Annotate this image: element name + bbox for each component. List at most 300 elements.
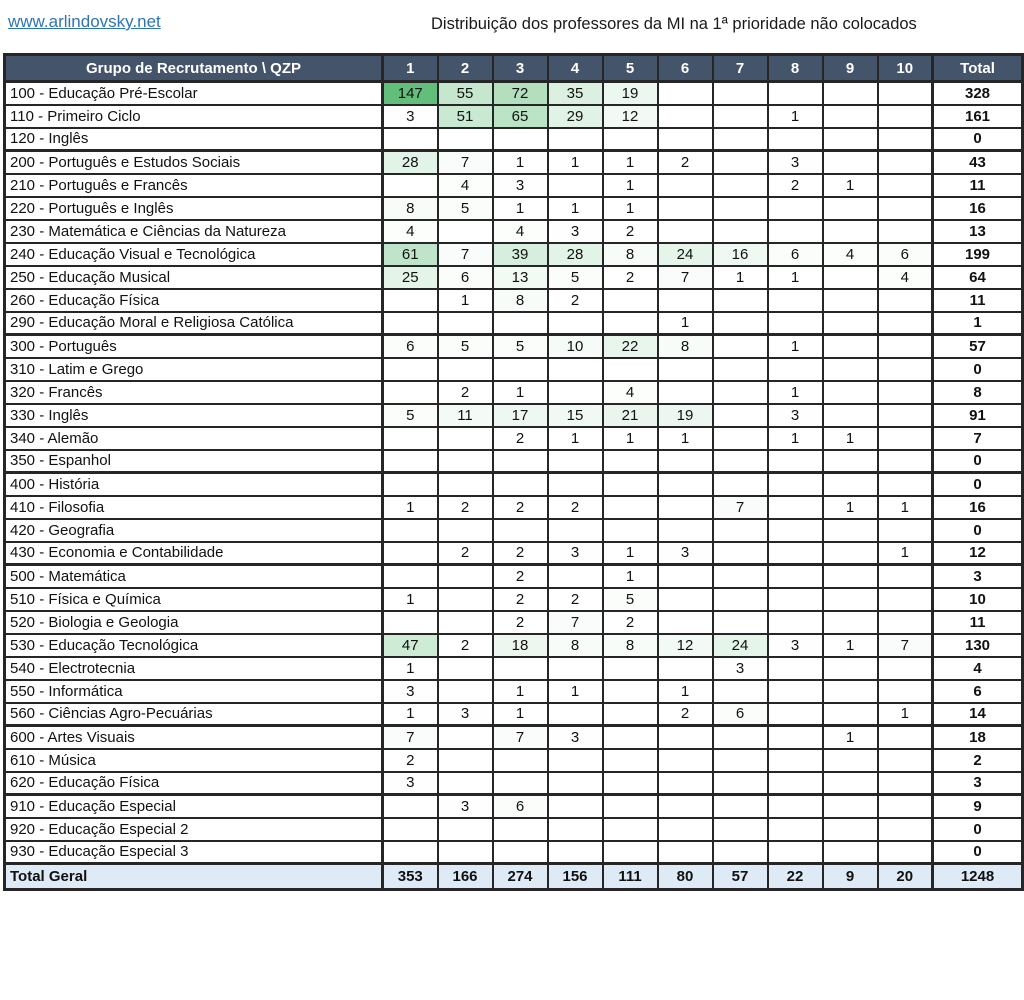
value-cell-qzp-7 xyxy=(713,450,768,473)
site-link[interactable]: www.arlindovsky.net xyxy=(8,12,161,31)
row-total: 9 xyxy=(933,795,1023,818)
value-cell-qzp-3: 7 xyxy=(493,726,548,749)
table-header-row xyxy=(5,55,1023,82)
value-cell-qzp-9 xyxy=(823,358,878,381)
value-cell-qzp-2 xyxy=(438,519,493,542)
row-group-name: 500 - Matemática xyxy=(5,565,383,588)
row-total: 328 xyxy=(933,82,1023,105)
value-cell-qzp-2: 7 xyxy=(438,243,493,266)
value-cell-qzp-10 xyxy=(878,749,933,772)
value-cell-qzp-7 xyxy=(713,105,768,128)
value-cell-qzp-4 xyxy=(548,818,603,841)
value-cell-qzp-1 xyxy=(383,450,438,473)
value-cell-qzp-8 xyxy=(768,450,823,473)
value-cell-qzp-4 xyxy=(548,312,603,335)
value-cell-qzp-9 xyxy=(823,289,878,312)
value-cell-qzp-6 xyxy=(658,519,713,542)
row-total: 3 xyxy=(933,772,1023,795)
value-cell-qzp-10 xyxy=(878,197,933,220)
value-cell-qzp-8 xyxy=(768,128,823,151)
value-cell-qzp-9 xyxy=(823,473,878,496)
value-cell-qzp-10 xyxy=(878,726,933,749)
table-row xyxy=(5,266,1023,289)
footer-value-qzp-5: 111 xyxy=(603,864,658,890)
value-cell-qzp-1: 1 xyxy=(383,703,438,726)
row-group-name: 320 - Francês xyxy=(5,381,383,404)
value-cell-qzp-4: 8 xyxy=(548,634,603,657)
value-cell-qzp-1 xyxy=(383,519,438,542)
row-total: 3 xyxy=(933,565,1023,588)
value-cell-qzp-2 xyxy=(438,450,493,473)
table-row xyxy=(5,289,1023,312)
value-cell-qzp-3 xyxy=(493,772,548,795)
table-row xyxy=(5,749,1023,772)
value-cell-qzp-8: 2 xyxy=(768,174,823,197)
row-total: 6 xyxy=(933,680,1023,703)
value-cell-qzp-1 xyxy=(383,174,438,197)
value-cell-qzp-5: 22 xyxy=(603,335,658,358)
value-cell-qzp-1: 61 xyxy=(383,243,438,266)
value-cell-qzp-10 xyxy=(878,450,933,473)
value-cell-qzp-5: 1 xyxy=(603,427,658,450)
value-cell-qzp-2: 6 xyxy=(438,266,493,289)
footer-value-qzp-7: 57 xyxy=(713,864,768,890)
value-cell-qzp-9: 1 xyxy=(823,174,878,197)
value-cell-qzp-2: 51 xyxy=(438,105,493,128)
value-cell-qzp-9 xyxy=(823,312,878,335)
value-cell-qzp-8: 3 xyxy=(768,151,823,174)
value-cell-qzp-3: 2 xyxy=(493,611,548,634)
table-row xyxy=(5,519,1023,542)
value-cell-qzp-6 xyxy=(658,841,713,864)
value-cell-qzp-8: 1 xyxy=(768,105,823,128)
value-cell-qzp-10 xyxy=(878,358,933,381)
footer-value-qzp-8: 22 xyxy=(768,864,823,890)
value-cell-qzp-6: 12 xyxy=(658,634,713,657)
value-cell-qzp-3: 1 xyxy=(493,680,548,703)
top-bar xyxy=(0,0,1024,53)
row-group-name: 260 - Educação Física xyxy=(5,289,383,312)
table-row xyxy=(5,197,1023,220)
footer-grand-total: 1248 xyxy=(933,864,1023,890)
value-cell-qzp-9: 1 xyxy=(823,634,878,657)
value-cell-qzp-8 xyxy=(768,657,823,680)
footer-value-qzp-9: 9 xyxy=(823,864,878,890)
value-cell-qzp-10 xyxy=(878,841,933,864)
value-cell-qzp-2 xyxy=(438,772,493,795)
footer-value-qzp-10: 20 xyxy=(878,864,933,890)
value-cell-qzp-4 xyxy=(548,749,603,772)
table-row xyxy=(5,473,1023,496)
value-cell-qzp-6: 3 xyxy=(658,542,713,565)
row-group-name: 310 - Latim e Grego xyxy=(5,358,383,381)
row-group-name: 300 - Português xyxy=(5,335,383,358)
value-cell-qzp-3: 65 xyxy=(493,105,548,128)
value-cell-qzp-5 xyxy=(603,841,658,864)
value-cell-qzp-1 xyxy=(383,128,438,151)
value-cell-qzp-6 xyxy=(658,473,713,496)
value-cell-qzp-10: 1 xyxy=(878,703,933,726)
value-cell-qzp-10 xyxy=(878,565,933,588)
row-group-name: 250 - Educação Musical xyxy=(5,266,383,289)
value-cell-qzp-7 xyxy=(713,427,768,450)
row-total: 18 xyxy=(933,726,1023,749)
value-cell-qzp-8 xyxy=(768,588,823,611)
value-cell-qzp-8: 1 xyxy=(768,266,823,289)
value-cell-qzp-5: 8 xyxy=(603,634,658,657)
value-cell-qzp-7 xyxy=(713,381,768,404)
value-cell-qzp-10 xyxy=(878,404,933,427)
value-cell-qzp-10 xyxy=(878,82,933,105)
value-cell-qzp-10 xyxy=(878,427,933,450)
table-row xyxy=(5,588,1023,611)
value-cell-qzp-8 xyxy=(768,197,823,220)
value-cell-qzp-5: 1 xyxy=(603,174,658,197)
value-cell-qzp-10 xyxy=(878,220,933,243)
value-cell-qzp-5 xyxy=(603,473,658,496)
value-cell-qzp-4: 28 xyxy=(548,243,603,266)
value-cell-qzp-10 xyxy=(878,473,933,496)
value-cell-qzp-4 xyxy=(548,795,603,818)
header-qzp-6: 6 xyxy=(658,55,713,82)
value-cell-qzp-3: 18 xyxy=(493,634,548,657)
value-cell-qzp-1 xyxy=(383,611,438,634)
row-total: 0 xyxy=(933,818,1023,841)
value-cell-qzp-3: 72 xyxy=(493,82,548,105)
value-cell-qzp-1: 8 xyxy=(383,197,438,220)
value-cell-qzp-10 xyxy=(878,795,933,818)
value-cell-qzp-1: 7 xyxy=(383,726,438,749)
value-cell-qzp-3: 5 xyxy=(493,335,548,358)
header-total-label: Total xyxy=(933,55,1023,82)
row-group-name: 510 - Física e Química xyxy=(5,588,383,611)
value-cell-qzp-2 xyxy=(438,680,493,703)
value-cell-qzp-1 xyxy=(383,473,438,496)
value-cell-qzp-3: 1 xyxy=(493,381,548,404)
value-cell-qzp-6 xyxy=(658,82,713,105)
value-cell-qzp-3: 4 xyxy=(493,220,548,243)
row-group-name: 620 - Educação Física xyxy=(5,772,383,795)
row-total: 11 xyxy=(933,611,1023,634)
distribution-table xyxy=(3,53,1024,891)
value-cell-qzp-1: 6 xyxy=(383,335,438,358)
value-cell-qzp-6: 1 xyxy=(658,680,713,703)
value-cell-qzp-4 xyxy=(548,473,603,496)
page-title: Distribuição dos professores da MI na 1ª prioridade não colocados xyxy=(431,15,917,33)
table-row xyxy=(5,634,1023,657)
row-total: 0 xyxy=(933,358,1023,381)
value-cell-qzp-3: 2 xyxy=(493,588,548,611)
value-cell-qzp-9 xyxy=(823,404,878,427)
header-qzp-8: 8 xyxy=(768,55,823,82)
value-cell-qzp-8 xyxy=(768,841,823,864)
value-cell-qzp-6 xyxy=(658,174,713,197)
value-cell-qzp-2: 5 xyxy=(438,335,493,358)
value-cell-qzp-10 xyxy=(878,128,933,151)
value-cell-qzp-8: 3 xyxy=(768,404,823,427)
value-cell-qzp-10 xyxy=(878,588,933,611)
row-total: 0 xyxy=(933,128,1023,151)
value-cell-qzp-4: 1 xyxy=(548,680,603,703)
value-cell-qzp-6 xyxy=(658,128,713,151)
header-qzp-10: 10 xyxy=(878,55,933,82)
value-cell-qzp-7: 6 xyxy=(713,703,768,726)
value-cell-qzp-6 xyxy=(658,381,713,404)
value-cell-qzp-3: 17 xyxy=(493,404,548,427)
value-cell-qzp-6 xyxy=(658,772,713,795)
value-cell-qzp-2: 4 xyxy=(438,174,493,197)
value-cell-qzp-2 xyxy=(438,841,493,864)
value-cell-qzp-5 xyxy=(603,818,658,841)
row-total: 2 xyxy=(933,749,1023,772)
value-cell-qzp-7 xyxy=(713,404,768,427)
value-cell-qzp-5: 8 xyxy=(603,243,658,266)
value-cell-qzp-7 xyxy=(713,726,768,749)
value-cell-qzp-8 xyxy=(768,772,823,795)
value-cell-qzp-10 xyxy=(878,335,933,358)
row-group-name: 910 - Educação Especial xyxy=(5,795,383,818)
value-cell-qzp-9 xyxy=(823,220,878,243)
value-cell-qzp-1: 28 xyxy=(383,151,438,174)
value-cell-qzp-7: 24 xyxy=(713,634,768,657)
row-total: 10 xyxy=(933,588,1023,611)
value-cell-qzp-3 xyxy=(493,818,548,841)
value-cell-qzp-3: 2 xyxy=(493,542,548,565)
value-cell-qzp-6 xyxy=(658,105,713,128)
value-cell-qzp-1: 4 xyxy=(383,220,438,243)
table-row xyxy=(5,358,1023,381)
value-cell-qzp-5: 1 xyxy=(603,565,658,588)
value-cell-qzp-2 xyxy=(438,312,493,335)
value-cell-qzp-6: 7 xyxy=(658,266,713,289)
value-cell-qzp-7 xyxy=(713,818,768,841)
value-cell-qzp-2: 7 xyxy=(438,151,493,174)
value-cell-qzp-3 xyxy=(493,358,548,381)
value-cell-qzp-7 xyxy=(713,519,768,542)
table-row xyxy=(5,381,1023,404)
value-cell-qzp-4: 35 xyxy=(548,82,603,105)
value-cell-qzp-10: 1 xyxy=(878,496,933,519)
value-cell-qzp-7 xyxy=(713,197,768,220)
row-total: 64 xyxy=(933,266,1023,289)
value-cell-qzp-3 xyxy=(493,450,548,473)
row-group-name: 560 - Ciências Agro-Pecuárias xyxy=(5,703,383,726)
value-cell-qzp-5: 12 xyxy=(603,105,658,128)
value-cell-qzp-10 xyxy=(878,772,933,795)
value-cell-qzp-9: 1 xyxy=(823,496,878,519)
value-cell-qzp-7 xyxy=(713,128,768,151)
value-cell-qzp-10 xyxy=(878,680,933,703)
value-cell-qzp-4: 2 xyxy=(548,289,603,312)
table-row xyxy=(5,680,1023,703)
row-group-name: 350 - Espanhol xyxy=(5,450,383,473)
value-cell-qzp-3: 3 xyxy=(493,174,548,197)
value-cell-qzp-9 xyxy=(823,795,878,818)
value-cell-qzp-6: 2 xyxy=(658,151,713,174)
row-total: 57 xyxy=(933,335,1023,358)
value-cell-qzp-8 xyxy=(768,680,823,703)
value-cell-qzp-3 xyxy=(493,312,548,335)
value-cell-qzp-1 xyxy=(383,427,438,450)
table-row xyxy=(5,404,1023,427)
header-qzp-2: 2 xyxy=(438,55,493,82)
value-cell-qzp-8: 1 xyxy=(768,381,823,404)
value-cell-qzp-2 xyxy=(438,749,493,772)
value-cell-qzp-9 xyxy=(823,611,878,634)
row-group-name: 550 - Informática xyxy=(5,680,383,703)
table-row xyxy=(5,312,1023,335)
row-total: 0 xyxy=(933,519,1023,542)
value-cell-qzp-2 xyxy=(438,358,493,381)
value-cell-qzp-9 xyxy=(823,818,878,841)
row-group-name: 330 - Inglês xyxy=(5,404,383,427)
footer-value-qzp-6: 80 xyxy=(658,864,713,890)
row-group-name: 410 - Filosofia xyxy=(5,496,383,519)
value-cell-qzp-5: 21 xyxy=(603,404,658,427)
value-cell-qzp-5: 1 xyxy=(603,151,658,174)
value-cell-qzp-9 xyxy=(823,197,878,220)
value-cell-qzp-10 xyxy=(878,105,933,128)
value-cell-qzp-6: 2 xyxy=(658,703,713,726)
footer-value-qzp-2: 166 xyxy=(438,864,493,890)
value-cell-qzp-8 xyxy=(768,542,823,565)
footer-value-qzp-1: 353 xyxy=(383,864,438,890)
value-cell-qzp-1 xyxy=(383,795,438,818)
value-cell-qzp-9 xyxy=(823,128,878,151)
footer-value-qzp-3: 274 xyxy=(493,864,548,890)
value-cell-qzp-4 xyxy=(548,703,603,726)
value-cell-qzp-8 xyxy=(768,496,823,519)
value-cell-qzp-4: 29 xyxy=(548,105,603,128)
row-total: 130 xyxy=(933,634,1023,657)
table-row xyxy=(5,105,1023,128)
value-cell-qzp-5: 1 xyxy=(603,542,658,565)
header-qzp-1: 1 xyxy=(383,55,438,82)
value-cell-qzp-4: 2 xyxy=(548,496,603,519)
value-cell-qzp-2: 2 xyxy=(438,634,493,657)
row-group-name: 600 - Artes Visuais xyxy=(5,726,383,749)
value-cell-qzp-3: 1 xyxy=(493,151,548,174)
value-cell-qzp-9: 1 xyxy=(823,427,878,450)
value-cell-qzp-7 xyxy=(713,611,768,634)
table-row xyxy=(5,657,1023,680)
value-cell-qzp-8 xyxy=(768,358,823,381)
value-cell-qzp-9: 4 xyxy=(823,243,878,266)
value-cell-qzp-7 xyxy=(713,289,768,312)
row-total: 0 xyxy=(933,473,1023,496)
value-cell-qzp-5: 2 xyxy=(603,611,658,634)
row-group-name: 110 - Primeiro Ciclo xyxy=(5,105,383,128)
row-group-name: 520 - Biologia e Geologia xyxy=(5,611,383,634)
value-cell-qzp-7 xyxy=(713,358,768,381)
value-cell-qzp-10 xyxy=(878,381,933,404)
value-cell-qzp-9 xyxy=(823,151,878,174)
value-cell-qzp-3: 13 xyxy=(493,266,548,289)
value-cell-qzp-4 xyxy=(548,565,603,588)
row-total: 16 xyxy=(933,496,1023,519)
value-cell-qzp-8 xyxy=(768,82,823,105)
value-cell-qzp-9 xyxy=(823,381,878,404)
value-cell-qzp-10 xyxy=(878,174,933,197)
row-group-name: 200 - Português e Estudos Sociais xyxy=(5,151,383,174)
value-cell-qzp-8 xyxy=(768,312,823,335)
value-cell-qzp-6 xyxy=(658,657,713,680)
header-qzp-4: 4 xyxy=(548,55,603,82)
value-cell-qzp-6 xyxy=(658,726,713,749)
value-cell-qzp-4 xyxy=(548,657,603,680)
value-cell-qzp-5 xyxy=(603,496,658,519)
value-cell-qzp-3 xyxy=(493,657,548,680)
row-total: 16 xyxy=(933,197,1023,220)
value-cell-qzp-9 xyxy=(823,680,878,703)
value-cell-qzp-8: 6 xyxy=(768,243,823,266)
table-row xyxy=(5,841,1023,864)
value-cell-qzp-4 xyxy=(548,128,603,151)
value-cell-qzp-4: 1 xyxy=(548,197,603,220)
value-cell-qzp-7 xyxy=(713,565,768,588)
value-cell-qzp-5 xyxy=(603,726,658,749)
value-cell-qzp-6 xyxy=(658,795,713,818)
value-cell-qzp-1: 3 xyxy=(383,772,438,795)
value-cell-qzp-8 xyxy=(768,289,823,312)
value-cell-qzp-9 xyxy=(823,749,878,772)
value-cell-qzp-8 xyxy=(768,703,823,726)
value-cell-qzp-5: 19 xyxy=(603,82,658,105)
value-cell-qzp-1 xyxy=(383,312,438,335)
value-cell-qzp-8 xyxy=(768,749,823,772)
value-cell-qzp-9 xyxy=(823,542,878,565)
value-cell-qzp-8 xyxy=(768,220,823,243)
value-cell-qzp-6 xyxy=(658,588,713,611)
row-total: 43 xyxy=(933,151,1023,174)
value-cell-qzp-6 xyxy=(658,450,713,473)
value-cell-qzp-3: 1 xyxy=(493,197,548,220)
value-cell-qzp-9 xyxy=(823,105,878,128)
value-cell-qzp-7 xyxy=(713,151,768,174)
row-total: 12 xyxy=(933,542,1023,565)
value-cell-qzp-4 xyxy=(548,772,603,795)
table-row xyxy=(5,795,1023,818)
value-cell-qzp-2 xyxy=(438,473,493,496)
value-cell-qzp-10: 4 xyxy=(878,266,933,289)
value-cell-qzp-3: 39 xyxy=(493,243,548,266)
row-group-name: 400 - História xyxy=(5,473,383,496)
value-cell-qzp-7 xyxy=(713,174,768,197)
value-cell-qzp-1 xyxy=(383,841,438,864)
row-group-name: 610 - Música xyxy=(5,749,383,772)
table-row xyxy=(5,450,1023,473)
value-cell-qzp-4 xyxy=(548,358,603,381)
value-cell-qzp-9 xyxy=(823,841,878,864)
value-cell-qzp-9 xyxy=(823,335,878,358)
value-cell-qzp-7 xyxy=(713,795,768,818)
value-cell-qzp-6: 8 xyxy=(658,335,713,358)
value-cell-qzp-6 xyxy=(658,749,713,772)
row-group-name: 100 - Educação Pré-Escolar xyxy=(5,82,383,105)
table-row xyxy=(5,82,1023,105)
row-group-name: 920 - Educação Especial 2 xyxy=(5,818,383,841)
header-group-label: Grupo de Recrutamento \ QZP xyxy=(5,55,383,82)
value-cell-qzp-2: 2 xyxy=(438,381,493,404)
table-row xyxy=(5,818,1023,841)
value-cell-qzp-2: 3 xyxy=(438,795,493,818)
value-cell-qzp-3 xyxy=(493,519,548,542)
footer-label: Total Geral xyxy=(5,864,383,890)
value-cell-qzp-8: 1 xyxy=(768,427,823,450)
value-cell-qzp-10 xyxy=(878,312,933,335)
value-cell-qzp-5: 5 xyxy=(603,588,658,611)
row-group-name: 120 - Inglês xyxy=(5,128,383,151)
